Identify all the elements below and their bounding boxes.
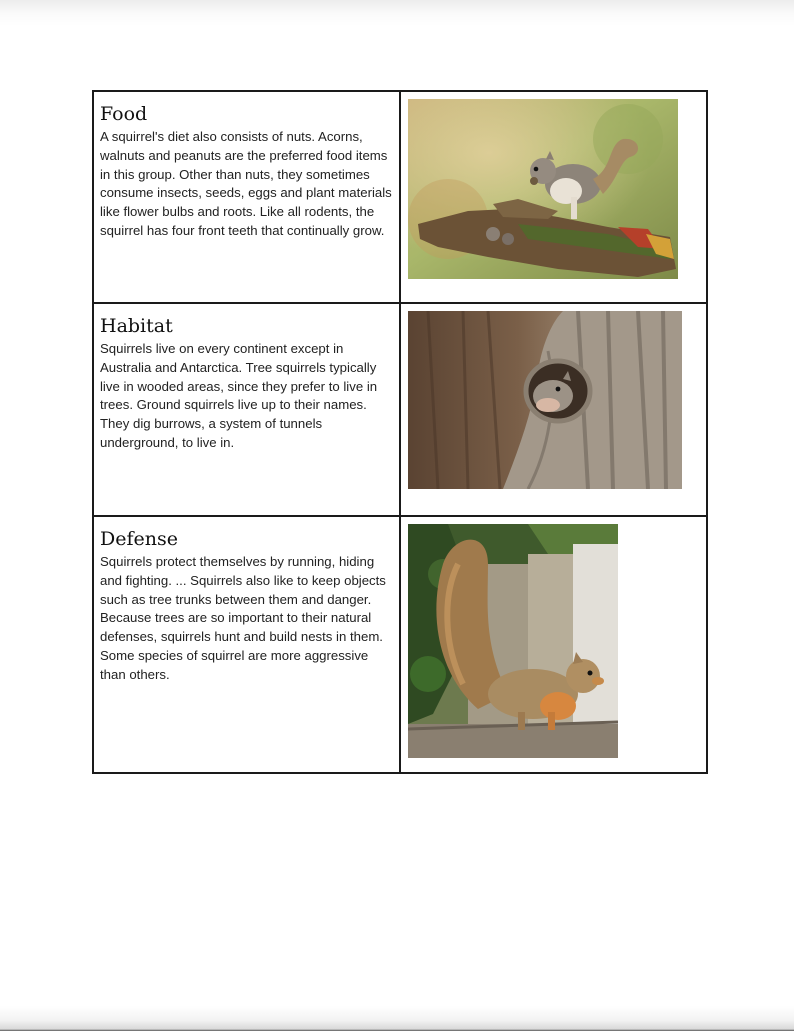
habitat-heading: Habitat bbox=[100, 315, 173, 337]
defense-heading: Defense bbox=[100, 528, 178, 550]
habitat-text-cell bbox=[93, 303, 400, 516]
habitat-paragraph: Squirrels live on every continent except in Australia and Antarctica. Tree squirrels typically live in wooded areas, since they prefer to live in trees. Ground squirrels live up to their names. They dig burrows, a system of tunnels underground, to live in. bbox=[100, 341, 378, 450]
squirrel-facts-table bbox=[92, 90, 708, 774]
table-row-food bbox=[93, 91, 707, 303]
food-paragraph: A squirrel's diet also consists of nuts. Acorns, walnuts and peanuts are the preferred food items in this group. Other than nuts, they sometimes consume insects, seeds, eggs and plant materials like flower bulbs and roots. Like all rodents, the squirrel has four front teeth that continually grow. bbox=[100, 129, 392, 238]
squirrel-in-tree-hollow-photo bbox=[408, 311, 682, 489]
table-row-habitat bbox=[93, 303, 707, 516]
squirrel-eating-nut-photo bbox=[408, 99, 678, 279]
food-image-cell bbox=[400, 91, 707, 303]
defense-text-cell bbox=[93, 516, 400, 773]
fox-squirrel-on-fence-photo bbox=[408, 524, 618, 758]
defense-paragraph: Squirrels protect themselves by running, hiding and fighting. ... Squirrels also like to keep objects such as tree trunks between them and danger. Because trees are so important to their natural defenses, squirrels hunt and build nests in them. Some species of squirrel are more aggressive than others. bbox=[100, 554, 386, 682]
defense-image-cell bbox=[400, 516, 707, 773]
table-row-defense bbox=[93, 516, 707, 773]
habitat-image-cell bbox=[400, 303, 707, 516]
food-text-cell bbox=[93, 91, 400, 303]
food-heading: Food bbox=[100, 103, 148, 125]
